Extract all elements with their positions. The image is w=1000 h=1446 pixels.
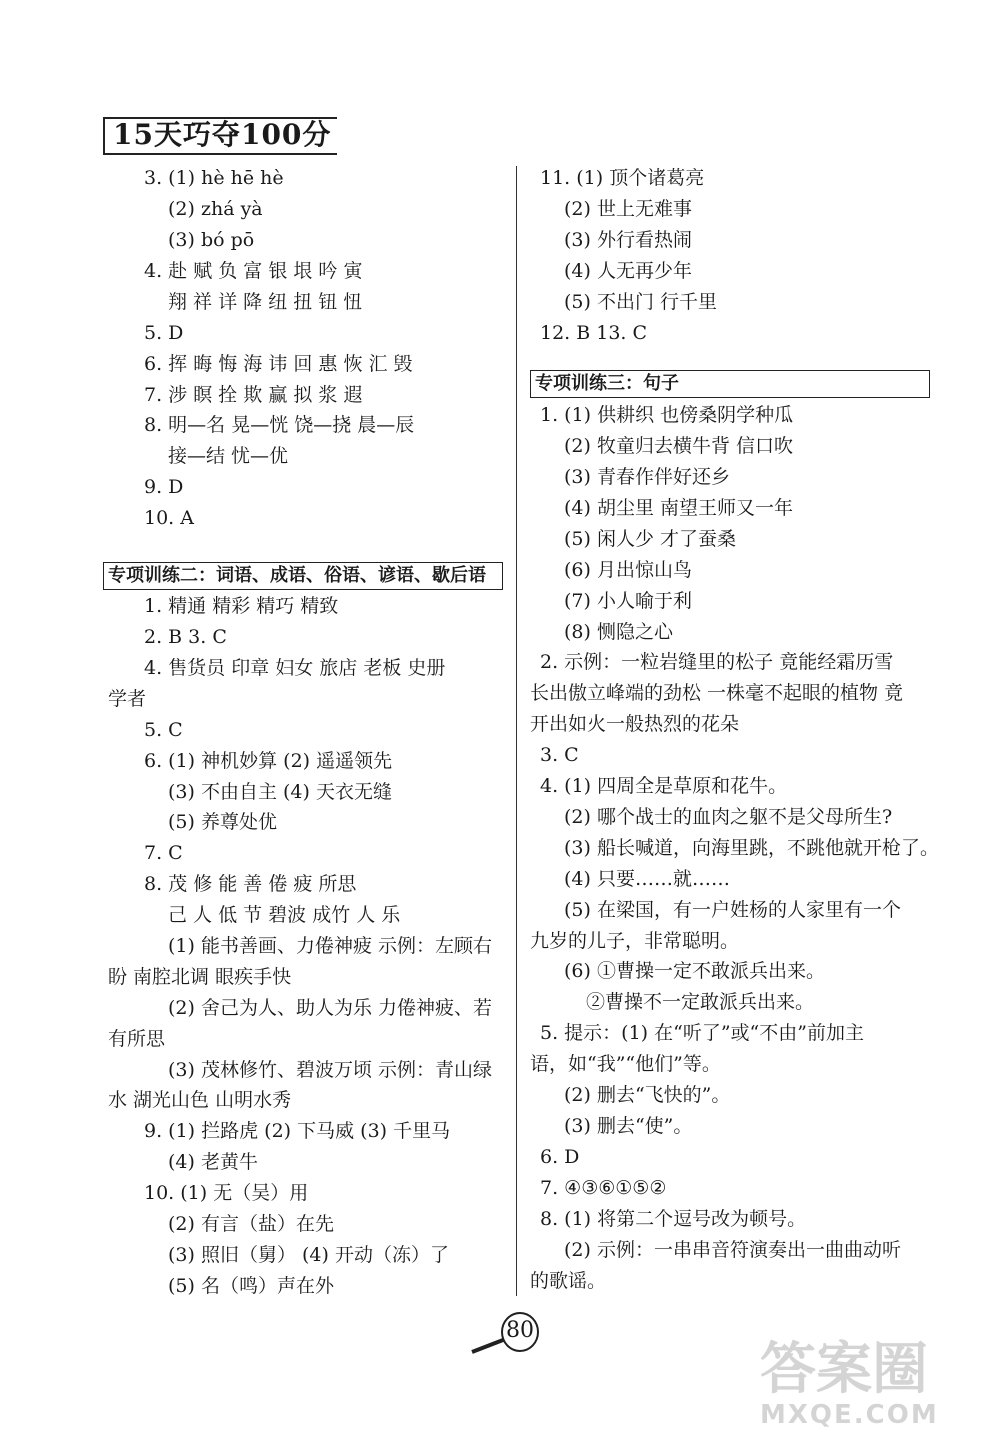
section-banner: 专项训练三：句子: [530, 370, 930, 398]
answer-line: (7) 小人喻于利: [564, 590, 692, 612]
answer-line: 盼 南腔北调 眼疾手快: [108, 966, 292, 988]
book-header: [103, 113, 337, 155]
answer-line: (2) 删去“飞快的”。: [564, 1084, 731, 1106]
answer-line: 4. 售货员 印章 妇女 旅店 老板 史册: [144, 657, 446, 679]
answer-line: (3) 不由自主 (4) 天衣无缝: [168, 781, 392, 803]
answer-line: 6. 挥 晦 悔 海 讳 回 惠 恢 汇 毁: [144, 353, 413, 375]
answer-line: (5) 在梁国，有一户姓杨的人家里有一个: [564, 899, 901, 921]
answer-line: (2) 有言（盐）在先: [168, 1213, 334, 1235]
answer-line: 九岁的儿子，非常聪明。: [530, 930, 740, 952]
answer-line: (3) 船长喊道，向海里跳，不跳他就开枪了。: [564, 837, 939, 859]
answer-line: 8. (1) 将第二个逗号改为顿号。: [540, 1208, 807, 1230]
page-number-badge: [470, 1310, 550, 1356]
answer-line: 1. (1) 供耕织 也傍桑阴学种瓜: [540, 404, 794, 426]
page-number: 80: [506, 1318, 534, 1343]
answer-line: 的歌谣。: [530, 1270, 607, 1292]
answer-line: (2) 世上无难事: [564, 198, 692, 220]
answer-line: (3) bó pō: [168, 229, 255, 251]
answer-line: 己 人 低 节 碧波 成竹 人 乐: [168, 904, 401, 926]
answer-line: 学者: [108, 688, 147, 710]
answer-line: 7. C: [144, 842, 183, 864]
answer-line: 8. 明—名 晃—恍 饶—挠 晨—辰: [144, 414, 415, 436]
answer-line: 开出如火一般热烈的花朵: [530, 713, 740, 735]
answer-line: 3. C: [540, 744, 579, 766]
answer-line: 7. 涉 瞑 拴 欺 赢 拟 浆 遐: [144, 384, 363, 406]
answer-line: (2) 牧童归去横牛背 信口吹: [564, 435, 793, 457]
answer-line: 5. D: [144, 322, 184, 344]
answer-line: (4) 人无再少年: [564, 260, 692, 282]
answer-line: 10. A: [144, 507, 194, 529]
watermark-logo: [760, 1337, 980, 1440]
watermark-line1: 答案圈: [760, 1337, 928, 1402]
answer-line: 水 湖光山色 山明水秀: [108, 1089, 292, 1111]
answer-line: (2) 哪个战士的血肉之躯不是父母所生?: [564, 806, 893, 828]
answer-line: 8. 茂 修 能 善 倦 疲 所思: [144, 873, 357, 895]
answer-line: 翔 祥 详 降 纽 扭 钮 忸: [168, 291, 363, 313]
answer-line: 11. (1) 顶个诸葛亮: [540, 167, 705, 189]
answer-line: 2. 示例：一粒岩缝里的松子 竟能经霜历雪: [540, 651, 894, 673]
answer-line: (6) ①曹操一定不敢派兵出来。: [564, 960, 825, 982]
answer-line: 9. (1) 拦路虎 (2) 下马威 (3) 千里马: [144, 1120, 451, 1142]
answer-line: 6. D: [540, 1146, 580, 1168]
answer-line: 4. 赴 赋 负 富 银 垠 吟 寅: [144, 260, 363, 282]
answer-line: (5) 闲人少 才了蚕桑: [564, 528, 736, 550]
answer-line: (8) 恻隐之心: [564, 621, 673, 643]
answer-line: (4) 只要……就……: [564, 868, 730, 890]
answer-line: ②曹操不一定敢派兵出来。: [586, 991, 815, 1013]
column-divider: [516, 166, 517, 1296]
answer-line: 有所思: [108, 1028, 166, 1050]
section-banner: 专项训练二：词语、成语、俗语、谚语、歇后语: [103, 562, 503, 590]
answer-line: 12. B 13. C: [540, 322, 648, 344]
book-title: 15天巧夺100分: [103, 117, 337, 155]
answer-line: 语，如“我”“他们”等。: [530, 1053, 721, 1075]
answer-line: (2) 示例：一串串音符演奏出一曲曲动听: [564, 1239, 901, 1261]
answer-line: 3. (1) hè hē hè: [144, 167, 284, 189]
answer-line: 9. D: [144, 476, 184, 498]
answer-line: 长出傲立峰端的劲松 一株毫不起眼的植物 竟: [530, 682, 904, 704]
answer-line: (5) 不出门 行千里: [564, 291, 717, 313]
answer-line: 10. (1) 无（吴）用: [144, 1182, 309, 1204]
answer-line: 7. ④③⑥①⑤②: [540, 1177, 667, 1199]
answer-line: (1) 能书善画、力倦神疲 示例：左顾右: [168, 935, 492, 957]
answer-line: (2) 舍己为人、助人为乐 力倦神疲、若: [168, 997, 492, 1019]
answer-line: (6) 月出惊山鸟: [564, 559, 692, 581]
answer-line: 5. 提示：(1) 在“听了”或“不由”前加主: [540, 1022, 864, 1044]
answer-line: (3) 删去“使”。: [564, 1115, 693, 1137]
answer-line: (4) 胡尘里 南望王师又一年: [564, 497, 793, 519]
answer-line: (2) zhá yà: [168, 198, 263, 220]
answer-line: (3) 照旧（舅） (4) 开动（冻）了: [168, 1244, 449, 1266]
answer-line: (5) 名（鸣）声在外: [168, 1275, 334, 1297]
answer-line: 接—结 忧—优: [168, 445, 289, 467]
answer-line: (3) 茂林修竹、碧波万顷 示例：青山绿: [168, 1059, 492, 1081]
watermark-line2: MXQE.COM: [760, 1400, 939, 1430]
answer-line: (4) 老黄牛: [168, 1151, 258, 1173]
answer-line: 2. B 3. C: [144, 626, 227, 648]
answer-line: (3) 外行看热闹: [564, 229, 692, 251]
answer-line: 4. (1) 四周全是草原和花牛。: [540, 775, 788, 797]
answer-line: (3) 青春作伴好还乡: [564, 466, 730, 488]
answer-line: 5. C: [144, 719, 183, 741]
answer-line: 1. 精通 精彩 精巧 精致: [144, 595, 339, 617]
answer-line: 6. (1) 神机妙算 (2) 遥遥领先: [144, 750, 393, 772]
answer-line: (5) 养尊处优: [168, 811, 277, 833]
